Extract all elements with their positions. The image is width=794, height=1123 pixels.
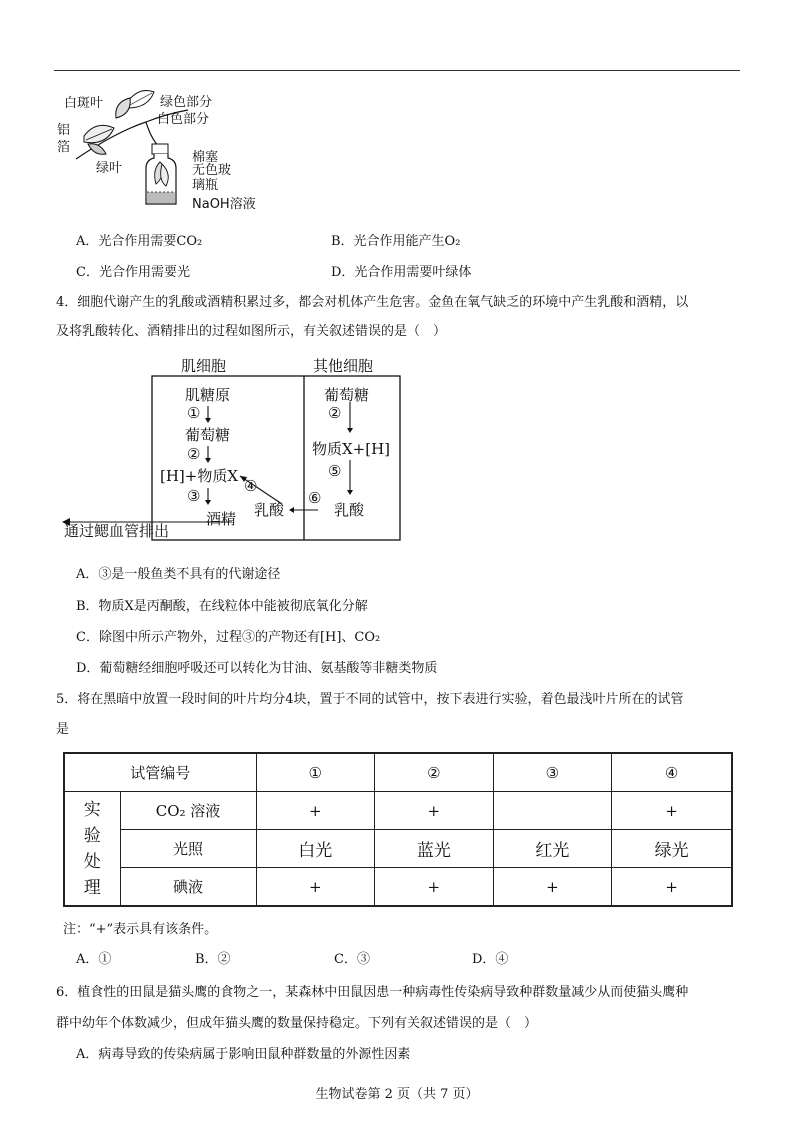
label-cotton: 棉塞 xyxy=(192,150,219,165)
label-variegated-leaf: 白斑叶 xyxy=(64,96,104,111)
q4-option-d[interactable]: D．葡萄糖经细胞呼吸还可以转化为甘油、氨基酸等非糖类物质 xyxy=(76,661,438,676)
table-tube-3: ③ xyxy=(493,753,612,792)
q5-stem-line1: 5．将在黑暗中放置一段时间的叶片均分4块，置于不同的试管中，按下表进行实验，着色最浅叶片所在的试管 xyxy=(56,692,684,707)
label-glass-bottle: 无色玻璃瓶 xyxy=(192,163,232,193)
label-green-leaf: 绿叶 xyxy=(96,161,123,176)
q5-option-a[interactable]: A．① xyxy=(76,952,112,967)
q5-experiment-table xyxy=(63,752,733,907)
diagram-header-muscle-cell: 肌细胞 xyxy=(181,357,227,375)
node-excrete-gill: 通过鳃血管排出 xyxy=(64,522,170,540)
node-glucose-left: 葡萄糖 xyxy=(185,426,231,444)
node-h-substance-x: [H]+物质X xyxy=(160,467,239,485)
cell-light-3: 红光 xyxy=(493,830,612,868)
cell-light-1: 白光 xyxy=(256,830,375,868)
q4-stem-line1: 4．细胞代谢产生的乳酸或酒精积累过多，都会对机体产生危害。金鱼在氧气缺乏的环境中产生乳酸和酒精，以 xyxy=(56,295,689,310)
row-label-light: 光照 xyxy=(120,830,256,868)
cell-iodine-1: + xyxy=(256,868,375,907)
q5-option-c[interactable]: C．③ xyxy=(334,952,370,967)
header-rule xyxy=(54,70,740,71)
table-row xyxy=(64,868,732,907)
table-row xyxy=(64,830,732,868)
q3-option-b[interactable]: B．光合作用能产生O₂ xyxy=(331,234,461,249)
q4-option-c[interactable]: C．除图中所示产物外，过程③的产物还有[H]、CO₂ xyxy=(76,630,381,645)
step-3-label: ③ xyxy=(187,487,201,505)
q5-option-b[interactable]: B．② xyxy=(195,952,231,967)
table-row xyxy=(64,792,732,830)
q5-stem-line2: 是 xyxy=(56,722,70,737)
cell-iodine-2: + xyxy=(375,868,494,907)
q4-stem-line2: 及将乳酸转化、酒精排出的过程如图所示，有关叙述错误的是（ ） xyxy=(56,324,447,339)
cell-co2-3 xyxy=(493,792,612,830)
step-2-right-label: ② xyxy=(328,404,342,422)
node-glucose-right: 葡萄糖 xyxy=(324,386,370,404)
step-6-label: ⑥ xyxy=(308,489,322,507)
label-naoh: NaOH溶液 xyxy=(192,197,256,212)
cell-light-4: 绿光 xyxy=(612,830,732,868)
q3-option-c[interactable]: C．光合作用需要光 xyxy=(76,265,190,280)
diagram-header-other-cell: 其他细胞 xyxy=(313,357,374,375)
cell-co2-1: + xyxy=(256,792,375,830)
cell-co2-2: + xyxy=(375,792,494,830)
q6-stem-line1: 6．植食性的田鼠是猫头鹰的食物之一，某森林中田鼠因患一种病毒性传染病导致种群数量减少从而使猫头鹰种 xyxy=(56,985,689,1000)
table-header-row xyxy=(64,753,732,792)
node-lactic-left: 乳酸 xyxy=(254,501,285,519)
label-green-part: 绿色部分 xyxy=(160,95,213,110)
step-1-label: ① xyxy=(187,404,201,422)
step-4-label: ④ xyxy=(244,477,258,495)
row-label-co2: CO₂ 溶液 xyxy=(120,792,256,830)
table-tube-2: ② xyxy=(375,753,494,792)
cell-iodine-3: + xyxy=(493,868,612,907)
table-tube-1: ① xyxy=(256,753,375,792)
step-2-left-label: ② xyxy=(187,445,201,463)
page-footer: 生物试卷第 2 页（共 7 页） xyxy=(315,1087,479,1102)
q6-stem-line2: 群中幼年个体数减少，但成年猫头鹰的数量保持稳定。下列有关叙述错误的是（ ） xyxy=(56,1016,538,1031)
table-group-label: 实验处理 xyxy=(64,792,120,907)
step-5-label: ⑤ xyxy=(328,462,342,480)
cell-light-2: 蓝光 xyxy=(375,830,494,868)
label-white-part: 白色部分 xyxy=(157,112,210,127)
q3-option-a[interactable]: A．光合作用需要CO₂ xyxy=(76,234,203,249)
node-muscle-glycogen: 肌糖原 xyxy=(185,386,231,404)
node-lactic-right: 乳酸 xyxy=(334,501,365,519)
node-substance-x-h: 物质X+[H] xyxy=(312,440,391,458)
node-alcohol: 酒精 xyxy=(206,510,237,528)
q4-option-b[interactable]: B．物质X是丙酮酸，在线粒体中能被彻底氧化分解 xyxy=(76,599,368,614)
label-foil: 铝箔 xyxy=(57,123,71,155)
cell-iodine-4: + xyxy=(612,868,732,907)
cell-co2-4: + xyxy=(612,792,732,830)
q5-option-d[interactable]: D．④ xyxy=(472,952,509,967)
q6-option-a[interactable]: A．病毒导致的传染病属于影响田鼠种群数量的外源性因素 xyxy=(76,1047,411,1062)
table-tube-4: ④ xyxy=(612,753,732,792)
row-label-iodine: 碘液 xyxy=(120,868,256,907)
q3-option-d[interactable]: D．光合作用需要叶绿体 xyxy=(331,265,472,280)
q4-option-a[interactable]: A．③是一般鱼类不具有的代谢途径 xyxy=(76,567,281,582)
table-header-label: 试管编号 xyxy=(64,753,256,792)
q5-note: 注：“+”表示具有该条件。 xyxy=(63,922,218,937)
